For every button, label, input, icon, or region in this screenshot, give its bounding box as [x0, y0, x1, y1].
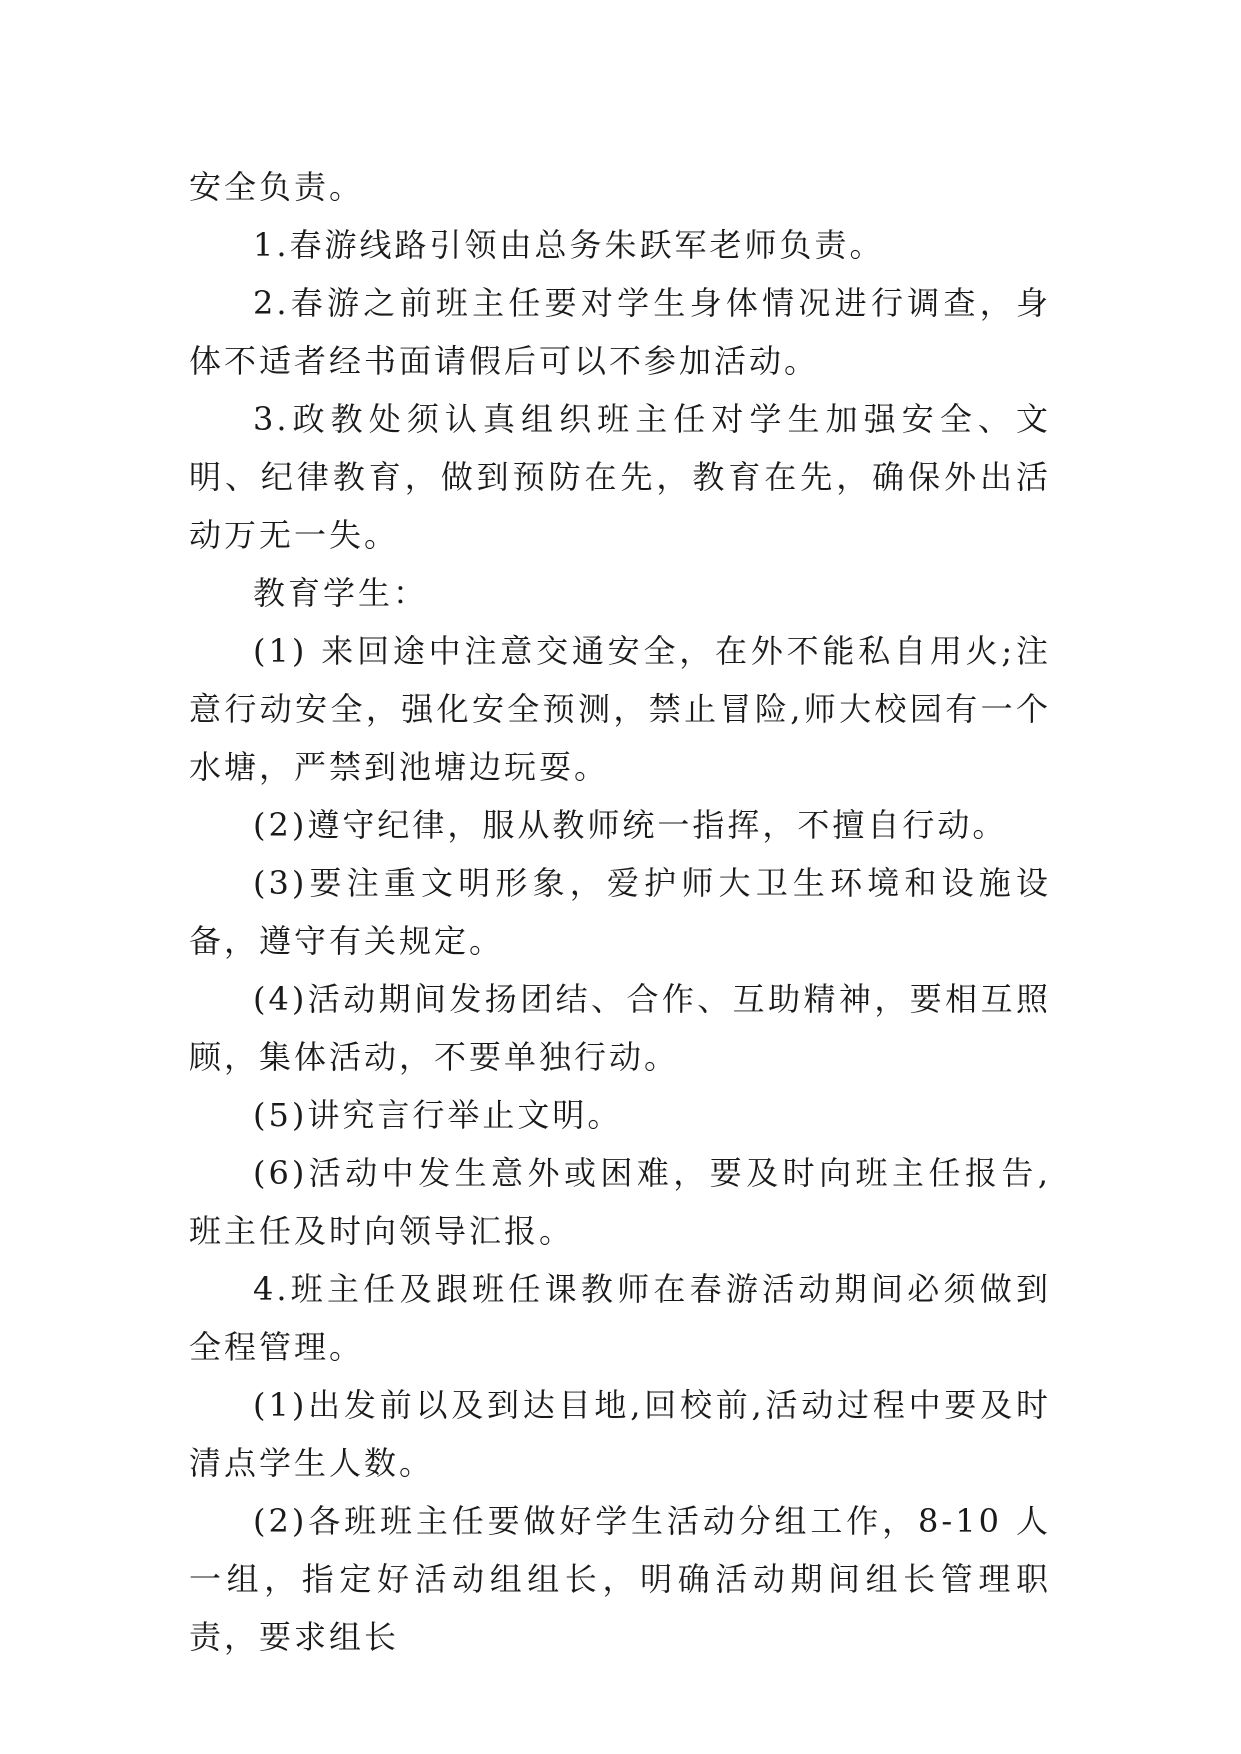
paragraph-sub-2: (2)遵守纪律，服从教师统一指挥，不擅自行动。 [253, 806, 1008, 844]
paragraph-item-4: 4.班主任及跟班任课教师在春游活动期间必须做到全程管理。 [189, 1270, 1051, 1366]
document-body [189, 158, 1051, 1666]
paragraph-sub-4: (4)活动期间发扬团结、合作、互助精神，要相互照顾，集体活动，不要单独行动。 [189, 980, 1051, 1076]
paragraph-sub-3: (3)要注重文明形象，爱护师大卫生环境和设施设备，遵守有关规定。 [189, 864, 1051, 960]
paragraph-sub-5: (5)讲究言行举止文明。 [253, 1096, 623, 1134]
paragraph-continuation: 安全负责。 [189, 168, 365, 206]
paragraph-item-2: 2.春游之前班主任要对学生身体情况进行调查，身体不适者经书面请假后可以不参加活动。 [189, 284, 1051, 380]
paragraph-item-4-sub-1: (1)出发前以及到达目地,回校前,活动过程中要及时清点学生人数。 [189, 1386, 1051, 1482]
paragraph-sub-6: (6)活动中发生意外或困难，要及时向班主任报告,班主任及时向领导汇报。 [189, 1154, 1051, 1250]
paragraph-sub-1: (1) 来回途中注意交通安全，在外不能私自用火;注意行动安全，强化安全预测，禁止冒险,师大校园有一个水塘，严禁到池塘边玩耍。 [189, 632, 1051, 786]
paragraph-educate-students: 教育学生： [253, 574, 429, 612]
paragraph-item-3: 3.政教处须认真组织班主任对学生加强安全、文明、纪律教育，做到预防在先，教育在先，确保外出活动万无一失。 [189, 400, 1051, 554]
paragraph-item-1: 1.春游线路引领由总务朱跃军老师负责。 [253, 226, 885, 264]
paragraph-item-4-sub-2: (2)各班班主任要做好学生活动分组工作，8-10 人一组，指定好活动组组长，明确活动期间组长管理职责，要求组长 [189, 1502, 1051, 1656]
